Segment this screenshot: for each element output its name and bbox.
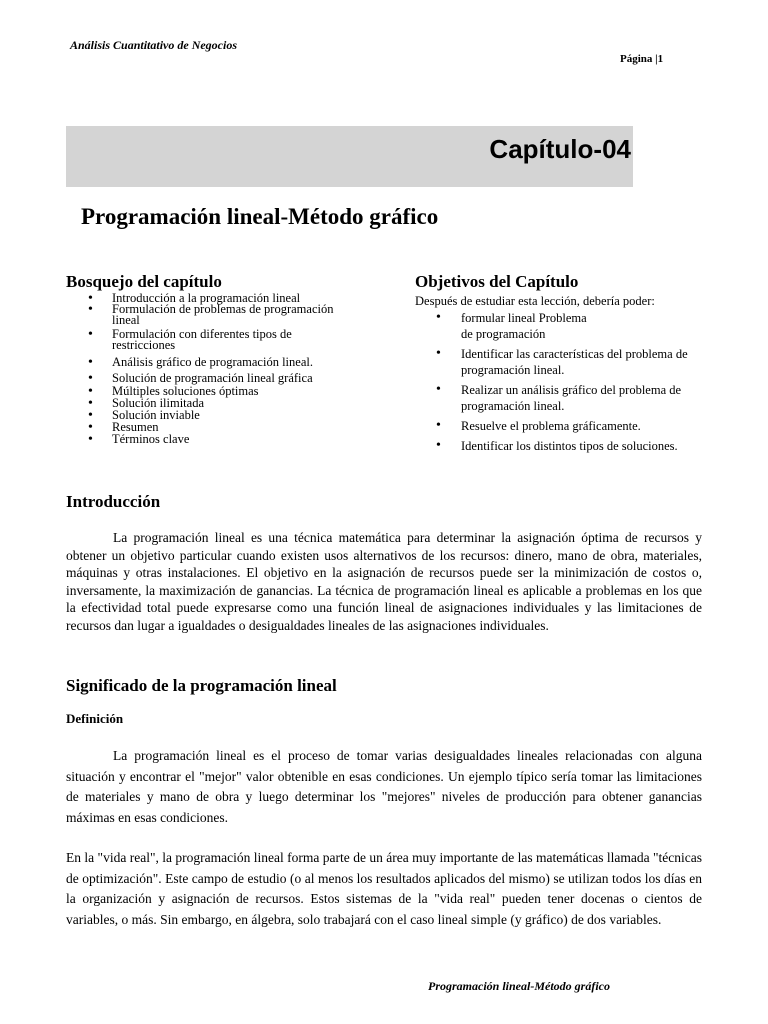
definition-subheading: Definición <box>66 711 124 726</box>
outline-item: • Solución ilimitada <box>88 398 348 409</box>
objective-item: • Identificar los distintos tipos de soluciones. <box>436 438 736 454</box>
chapter-number: Capítulo-04 <box>489 134 631 164</box>
objective-item: • Realizar un análisis gráfico del problema de programación lineal. <box>436 382 701 414</box>
outline-item: • Formulación con diferentes tipos de restricciones <box>88 329 348 351</box>
running-header-title: Análisis Cuantitativo de Negocios <box>70 38 238 52</box>
objectives-list <box>436 310 736 454</box>
introduction-heading: Introducción <box>66 492 161 511</box>
significance-heading: Significado de la programación lineal <box>66 676 337 695</box>
chapter-banner <box>66 126 633 187</box>
objective-item: • formular lineal Problema de programación <box>436 310 601 342</box>
outline-item: • Múltiples soluciones óptimas <box>88 386 348 397</box>
objective-item: • Identificar las características del problema de programación lineal. <box>436 346 701 378</box>
outline-item: • Resumen <box>88 422 348 433</box>
introduction-paragraph: La programación lineal es una técnica matemática para determinar la asignación óptima de recursos y obtener un objetivo particular cuando existen usos alternativos de los recursos: dinero, mano de obra, materiales, máquinas y otras instalaciones. El objetivo en la asignación de recursos puede ser la minimización de costos o, inversamente, la maximización de ganancias. La técnica de programación lineal es aplicable a problemas en los que la efectividad total puede expresarse como una función lineal de asignaciones individuales y las limitaciones de recursos dan lugar a igualdades o desigualdades lineales de las asignaciones individuales. <box>66 530 702 633</box>
outline-heading: Bosquejo del capítulo <box>66 272 222 291</box>
outline-item: • Análisis gráfico de programación lineal. <box>88 357 348 368</box>
page-number: Página |1 <box>620 53 664 65</box>
outline-list <box>88 293 348 445</box>
objective-item: • Resuelve el problema gráficamente. <box>436 418 736 434</box>
definition-paragraph: La programación lineal es el proceso de tomar varias desigualdades lineales relacionadas con alguna situación y encontrar el "mejor" valor obtenible en esas condiciones. Un ejemplo típico sería tomar las limitaciones de materiales y mano de obra y luego determinar los "mejores" niveles de producción para obtener ganancias máximas en esas condiciones. <box>66 748 702 825</box>
page-title: Programación lineal-Método gráfico <box>81 204 439 229</box>
real-life-paragraph: En la "vida real", la programación lineal forma parte de un área muy importante de las matemáticas llamada "técnicas de optimización". Este campo de estudio (o al menos los resultados aplicados del mismo) se utilizan todos los días en la organización y asignación de recursos. Estos sistemas de la "vida real" pueden tener docenas o cientos de variables, o más. Sin embargo, en álgebra, solo trabajará con el caso lineal simple (y gráfico) de dos variables. <box>66 850 702 927</box>
objectives-heading: Objetivos del Capítulo <box>415 272 579 291</box>
outline-item: • Formulación de problemas de programación lineal <box>88 304 348 326</box>
outline-item: • Solución inviable <box>88 410 348 421</box>
outline-item: • Solución de programación lineal gráfica <box>88 373 348 384</box>
running-footer: Programación lineal-Método gráfico <box>428 979 610 993</box>
outline-item: • Introducción a la programación lineal <box>88 293 348 304</box>
objectives-intro: Después de estudiar esta lección, debería poder: <box>415 294 655 308</box>
outline-item: • Términos clave <box>88 434 348 445</box>
